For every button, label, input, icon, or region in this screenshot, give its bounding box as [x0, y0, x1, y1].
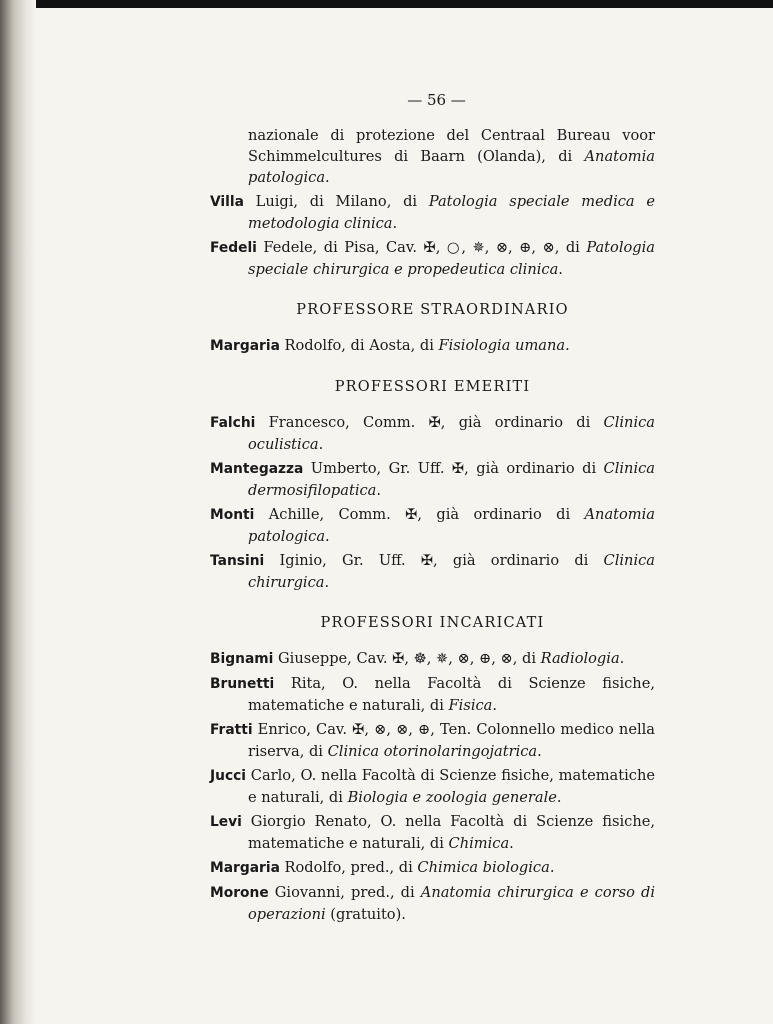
- entry-text: Fedele, di Pisa, Cav. ✠, ○, ✵, ⊗, ⊕, ⊗, di: [256, 239, 587, 256]
- list-item: [210, 719, 655, 762]
- entry-text: Rita, O. nella Facoltà di Scienze fisiche, matematiche e naturali, di: [248, 675, 655, 714]
- list-item: [210, 673, 655, 716]
- list-item: [210, 125, 655, 188]
- surname: Villa: [210, 194, 244, 210]
- discipline: Clinica chirurgica: [248, 552, 655, 591]
- entry-end: .: [558, 261, 563, 278]
- list-item: [210, 765, 655, 808]
- discipline: Clinica oculistica: [248, 414, 655, 453]
- surname: Fedeli: [210, 240, 257, 256]
- discipline: Chimica biologica: [417, 859, 550, 876]
- section-heading: PROFESSORE STRAORDINARIO: [296, 302, 569, 318]
- list-item: [210, 550, 655, 593]
- entry-end: .: [392, 215, 398, 232]
- list-item: [210, 191, 655, 234]
- entry-text: Achille, Comm. ✠, già ordinario di: [254, 506, 585, 523]
- entry-end: .: [537, 743, 542, 760]
- entry-text: Rodolfo, di Aosta, di: [279, 337, 439, 354]
- entry-text: Iginio, Gr. Uff. ✠, già ordinario di: [264, 552, 604, 569]
- surname: Margaria: [210, 860, 280, 876]
- list-item: [210, 237, 655, 280]
- entry-text: nazionale di protezione del Centraal Bureau voor Schimmelcultures di Baarn (Olanda), di: [248, 127, 655, 165]
- discipline: Patologia speciale chirurgica e propedeutica clinica: [248, 239, 655, 278]
- list-item: [210, 857, 655, 879]
- surname: Levi: [210, 814, 242, 830]
- discipline: Biologia e zoologia generale: [347, 789, 557, 806]
- list-item: [210, 335, 655, 357]
- entry-text: Carlo, O. nella Facoltà di Scienze fisiche, matematiche e naturali, di: [246, 767, 655, 806]
- entry-end: .: [325, 528, 330, 545]
- surname: Tansini: [210, 553, 265, 569]
- entry-text: Giovanni, pred., di: [268, 884, 421, 901]
- entry-text: Umberto, Gr. Uff. ✠, già ordinario di: [303, 460, 604, 477]
- entry-end: .: [325, 169, 330, 186]
- discipline: Radiologia: [540, 650, 620, 667]
- entry-end: .: [376, 482, 382, 499]
- surname: Jucci: [210, 768, 247, 784]
- page-body: [210, 125, 655, 928]
- entry-end: .: [556, 789, 562, 806]
- book-binding-edge: [0, 0, 36, 1024]
- entry-end: .: [619, 650, 625, 667]
- surname: Brunetti: [210, 676, 275, 692]
- discipline: Anatomia patologica: [248, 506, 655, 545]
- entry-text: Giuseppe, Cav. ✠, ☸, ✵, ⊗, ⊕, ⊗, di: [273, 650, 541, 667]
- list-item: [210, 458, 655, 501]
- list-item: [210, 648, 655, 670]
- entry-end: .: [549, 859, 555, 876]
- entry-text: Giorgio Renato, O. nella Facoltà di Scienze fisiche, matematiche e naturali, di: [241, 813, 655, 852]
- entry-end: .: [318, 436, 324, 453]
- discipline: Anatomia patologica: [248, 148, 655, 186]
- surname: Morone: [210, 885, 269, 901]
- page-top-edge: [0, 0, 773, 8]
- discipline: Clinica otorinolaringojatrica: [327, 743, 538, 760]
- list-item: [210, 504, 655, 547]
- discipline: Anatomia chirurgica e corso di operazioni: [248, 884, 655, 923]
- entry-end: .: [324, 574, 330, 591]
- section-heading: PROFESSORI INCARICATI: [320, 615, 545, 631]
- entry-end: .: [509, 835, 514, 852]
- entry-text: Rodolfo, pred., di: [279, 859, 418, 876]
- page-number: — 56 —: [407, 91, 466, 109]
- surname: Fratti: [210, 722, 253, 738]
- discipline: Fisica: [448, 697, 493, 714]
- entry-text: Enrico, Cav. ✠, ⊗, ⊗, ⊕, Ten. Colonnello medico nella riserva, di: [248, 721, 655, 760]
- entry-text: Luigi, di Milano, di: [243, 193, 429, 210]
- discipline: Patologia speciale medica e metodologia clinica: [248, 193, 655, 232]
- discipline: Clinica dermosifilopatica: [248, 460, 655, 499]
- list-item: [210, 412, 655, 455]
- surname: Margaria: [210, 338, 280, 354]
- discipline: Fisiologia umana: [438, 337, 566, 354]
- discipline: Chimica: [448, 835, 510, 852]
- surname: Monti: [210, 507, 255, 523]
- section-heading: PROFESSORI EMERITI: [334, 379, 531, 395]
- entry-text: Francesco, Comm. ✠, già ordinario di: [255, 414, 604, 431]
- surname: Falchi: [210, 415, 256, 431]
- entry-end: (gratuito).: [325, 906, 406, 923]
- list-item: [210, 882, 655, 925]
- surname: Mantegazza: [210, 461, 304, 477]
- entry-end: .: [565, 337, 570, 354]
- entry-end: .: [492, 697, 498, 714]
- list-item: [210, 811, 655, 854]
- surname: Bignami: [210, 651, 274, 667]
